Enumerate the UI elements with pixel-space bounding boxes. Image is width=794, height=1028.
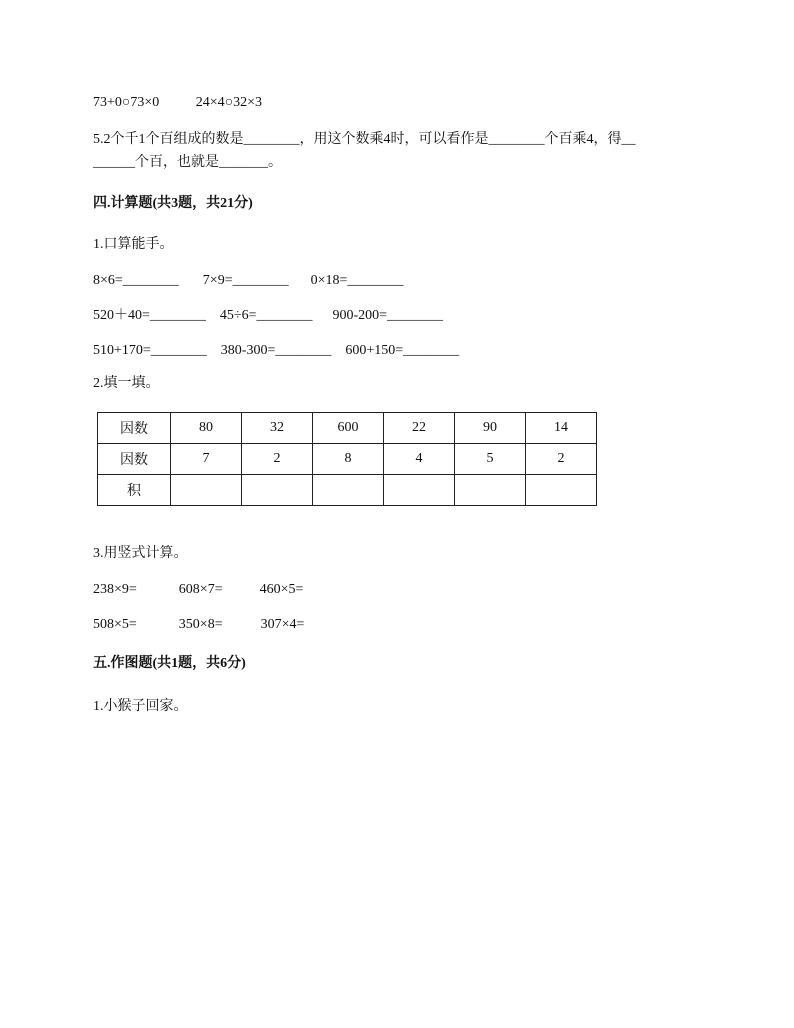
mental-math-row-1 — [93, 272, 403, 290]
compare-line — [93, 94, 262, 112]
table-cell: 90 — [455, 413, 526, 444]
mental-math-item[interactable]: 380-300=________ — [220, 343, 332, 358]
compare-expression-2 — [196, 94, 262, 112]
product-answer-cell[interactable] — [455, 475, 526, 506]
section-4-title: 四.计算题(共3题，共21分) — [93, 196, 253, 211]
product-answer-cell[interactable] — [384, 475, 455, 506]
mental-math-item[interactable]: 45÷6=________ — [219, 308, 313, 323]
section-4-q2-title: 2.填一填。 — [93, 376, 160, 391]
table-row — [98, 475, 597, 506]
vertical-calc-item: 238×9= — [93, 582, 137, 597]
expr-left-2: 24×4 — [195, 95, 225, 110]
table-cell: 8 — [313, 444, 384, 475]
product-answer-cell[interactable] — [313, 475, 384, 506]
factor-product-table — [97, 412, 597, 506]
mental-math-row-2 — [93, 307, 443, 325]
table-cell: 5 — [455, 444, 526, 475]
mental-math-item[interactable]: 600+150=________ — [345, 343, 460, 358]
mental-math-item[interactable]: 0×18=________ — [310, 273, 404, 288]
table-row — [98, 444, 597, 475]
table-row-label: 因数 — [98, 413, 171, 444]
table-cell: 32 — [242, 413, 313, 444]
mental-math-item[interactable]: 520＋40=________ — [93, 308, 206, 323]
table-cell: 22 — [384, 413, 455, 444]
section-5-q1-title: 1.小猴子回家。 — [93, 699, 188, 714]
table-cell: 7 — [171, 444, 242, 475]
vertical-calc-item: 508×5= — [93, 617, 137, 632]
section-4-q1-title: 1.口算能手。 — [93, 237, 174, 252]
expr-left-1: 73+0 — [93, 95, 122, 110]
mental-math-item[interactable]: 8×6=________ — [93, 273, 179, 288]
vertical-calc-item: 460×5= — [259, 582, 304, 597]
mental-math-item[interactable]: 900-200=________ — [332, 308, 444, 323]
product-answer-cell[interactable] — [242, 475, 313, 506]
table-cell: 2 — [526, 444, 597, 475]
vertical-calc-item: 350×8= — [178, 617, 223, 632]
expr-right-1: 73×0 — [130, 95, 160, 110]
vertical-calc-item: 608×7= — [178, 582, 223, 597]
mental-math-row-3 — [93, 342, 459, 360]
vertical-calc-row-1 — [93, 581, 303, 599]
table-cell: 2 — [242, 444, 313, 475]
question-5-line-1: 5.2个千1个百组成的数是________，用这个数乘4时，可以看作是________个百乘4，得__ — [93, 132, 636, 147]
compare-circle-1[interactable]: ○ — [121, 95, 131, 110]
table-row-label: 因数 — [98, 444, 171, 475]
table-cell: 600 — [313, 413, 384, 444]
section-5-title: 五.作图题(共1题，共6分) — [93, 656, 246, 671]
mental-math-item[interactable]: 7×9=________ — [202, 273, 289, 288]
product-answer-cell[interactable] — [526, 475, 597, 506]
expr-right-2: 32×3 — [233, 95, 263, 110]
vertical-calc-row-2 — [93, 616, 304, 634]
table-cell: 80 — [171, 413, 242, 444]
compare-expression-1 — [93, 94, 159, 112]
mental-math-item[interactable]: 510+170=________ — [93, 343, 207, 358]
section-4-q3-title: 3.用竖式计算。 — [93, 546, 188, 561]
table-cell: 14 — [526, 413, 597, 444]
vertical-calc-item: 307×4= — [260, 617, 305, 632]
table-row-label: 积 — [98, 475, 171, 506]
table-row — [98, 413, 597, 444]
compare-circle-2[interactable]: ○ — [224, 95, 234, 110]
product-answer-cell[interactable] — [171, 475, 242, 506]
question-5-line-2: ______个百，也就是_______。 — [93, 155, 282, 170]
table-cell: 4 — [384, 444, 455, 475]
